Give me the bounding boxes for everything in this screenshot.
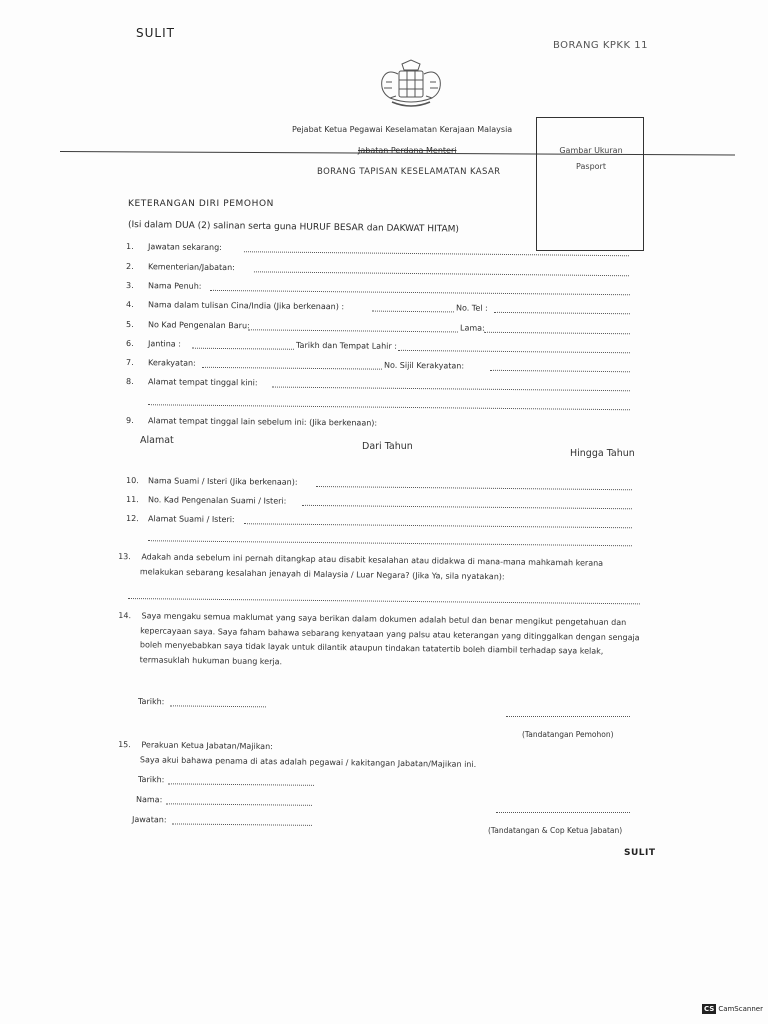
question-number: 13.	[118, 552, 131, 562]
department-name: Jabatan Perdana Menteri	[358, 146, 457, 155]
date-label: Tarikh:	[137, 697, 165, 707]
date-label: Tarikh:	[137, 775, 165, 785]
classification-top: SULIT	[136, 26, 175, 40]
field-label: Alamat tempat tinggal kini:	[147, 377, 258, 388]
field-number: 3.	[125, 281, 134, 291]
field-number: 6.	[125, 339, 134, 349]
question-13-line-1: Adakah anda sebelum ini pernah ditangkap atau disabit kesalahan atau didakwa di mana-mana mahkamah kerana	[141, 552, 604, 568]
phone-label: No. Tel :	[455, 303, 488, 313]
field-number: 11.	[125, 495, 139, 505]
field-number: 9.	[125, 416, 134, 426]
birth-label: Tarikh dan Tempat Lahir :	[295, 340, 397, 351]
question-15	[118, 738, 477, 772]
name-line[interactable]	[166, 803, 312, 806]
old-ic-label: Lama:	[459, 323, 485, 333]
camscanner-watermark	[702, 1004, 763, 1014]
field-line[interactable]	[192, 348, 294, 350]
field-line[interactable]	[316, 486, 632, 490]
applicant-signature-label: (Tandatangan Pemohon)	[522, 730, 614, 739]
to-year-col-header: Hingga Tahun	[570, 448, 635, 459]
question-14	[118, 609, 640, 674]
position-line[interactable]	[172, 823, 312, 825]
field-label: Nama Suami / Isteri (Jika berkenaan):	[147, 476, 298, 487]
field-label: Jantina :	[147, 339, 181, 349]
question-13-line-2: melakukan sebarang kesalahan jenayah di Malaysia / Luar Negara? (Jika Ya, sila nyatakan):	[139, 566, 505, 581]
field-line[interactable]	[148, 540, 632, 546]
field-line[interactable]	[302, 505, 632, 509]
field-number: 7.	[125, 358, 134, 368]
office-name: Pejabat Ketua Pegawai Keselamatan Kerajaan Malaysia	[292, 125, 513, 134]
camscanner-name: CamScanner	[718, 1005, 763, 1013]
name-label: Nama:	[135, 795, 163, 805]
question-13	[118, 550, 603, 586]
form-code: BORANG KPKK 11	[553, 40, 648, 51]
field-number: 12.	[125, 514, 139, 524]
field-label: Kementerian/Jabatan:	[147, 262, 235, 273]
answer-line[interactable]	[128, 598, 640, 604]
field-line[interactable]	[148, 404, 630, 410]
field-label: Alamat Suami / Isteri:	[147, 514, 235, 525]
from-year-col-header: Dari Tahun	[362, 441, 413, 452]
classification-bottom: SULIT	[624, 848, 656, 858]
question-number: 15.	[118, 740, 131, 750]
position-label: Jawatan:	[131, 815, 167, 825]
form-instruction: (Isi dalam DUA (2) salinan serta guna HURUF BESAR dan DAKWAT HITAM)	[127, 220, 460, 235]
field-number: 2.	[125, 262, 134, 272]
declaration-line-1: Saya mengaku semua maklumat yang saya berikan dalam dokumen adalah betul dan benar mengikut pengetahuan dan	[141, 611, 627, 628]
old-ic-line[interactable]	[484, 332, 630, 335]
field-label: Kerakyatan:	[147, 358, 196, 368]
field-line[interactable]	[244, 523, 632, 528]
birth-line[interactable]	[398, 350, 630, 353]
date-line[interactable]	[168, 783, 314, 786]
question-number: 14.	[118, 611, 132, 621]
employer-signature-label: (Tandatangan & Cop Ketua Jabatan)	[488, 826, 623, 835]
field-label: Nama dalam tulisan Cina/India (Jika berkenaan) :	[147, 300, 345, 312]
employer-signature-line[interactable]	[496, 812, 630, 813]
employer-statement: Saya akui bahawa penama di atas adalah pegawai / kakitangan Jabatan/Majikan ini.	[139, 754, 477, 769]
citizenship-cert-label: No. Sijil Kerakyatan:	[383, 360, 465, 371]
field-line[interactable]	[372, 311, 454, 313]
field-number: 4.	[125, 300, 134, 310]
coat-of-arms-icon	[372, 58, 450, 116]
date-line[interactable]	[170, 705, 266, 707]
field-number: 5.	[125, 320, 134, 330]
field-label: No Kad Pengenalan Baru:	[147, 320, 250, 331]
photo-label-1: Gambar Ukuran	[559, 146, 623, 155]
declaration-line-2: kepercayaan saya. Saya faham bahawa sebarang kenyataan yang palsu atau keterangan yang ditinggalkan dengan sengaja	[140, 625, 640, 642]
field-line[interactable]	[248, 329, 458, 332]
field-line[interactable]	[210, 290, 630, 295]
field-number: 8.	[125, 377, 134, 387]
phone-line[interactable]	[494, 312, 630, 314]
photo-label-2: Pasport	[576, 162, 606, 171]
field-line[interactable]	[254, 271, 629, 276]
applicant-signature-line[interactable]	[506, 716, 630, 717]
declaration-line-3: boleh menyebabkan saya tidak layak untuk dilantik ataupun tindakan tatatertib boleh diambil terhadap saya kelak,	[139, 640, 604, 656]
declaration-line-4: termasuklah hukuman buang kerja.	[139, 654, 283, 666]
field-line[interactable]	[244, 251, 629, 256]
field-number: 10.	[125, 476, 139, 486]
field-line[interactable]	[202, 367, 382, 370]
camscanner-logo-icon: CS	[704, 1005, 715, 1013]
citizenship-cert-line[interactable]	[490, 370, 630, 372]
address-col-header: Alamat	[140, 435, 174, 446]
field-label: No. Kad Pengenalan Suami / Isteri:	[147, 495, 287, 506]
field-line[interactable]	[272, 387, 630, 392]
question-15-title: Perakuan Ketua Jabatan/Majikan:	[141, 740, 273, 752]
field-label: Alamat tempat tinggal lain sebelum ini: (Jika berkenaan):	[147, 416, 378, 428]
form-title: BORANG TAPISAN KESELAMATAN KASAR	[317, 167, 501, 177]
section-title: KETERANGAN DIRI PEMOHON	[128, 199, 274, 209]
field-number: 1.	[125, 242, 134, 252]
field-label: Nama Penuh:	[147, 281, 202, 291]
field-label: Jawatan sekarang:	[147, 242, 222, 253]
passport-photo-box	[536, 117, 644, 251]
